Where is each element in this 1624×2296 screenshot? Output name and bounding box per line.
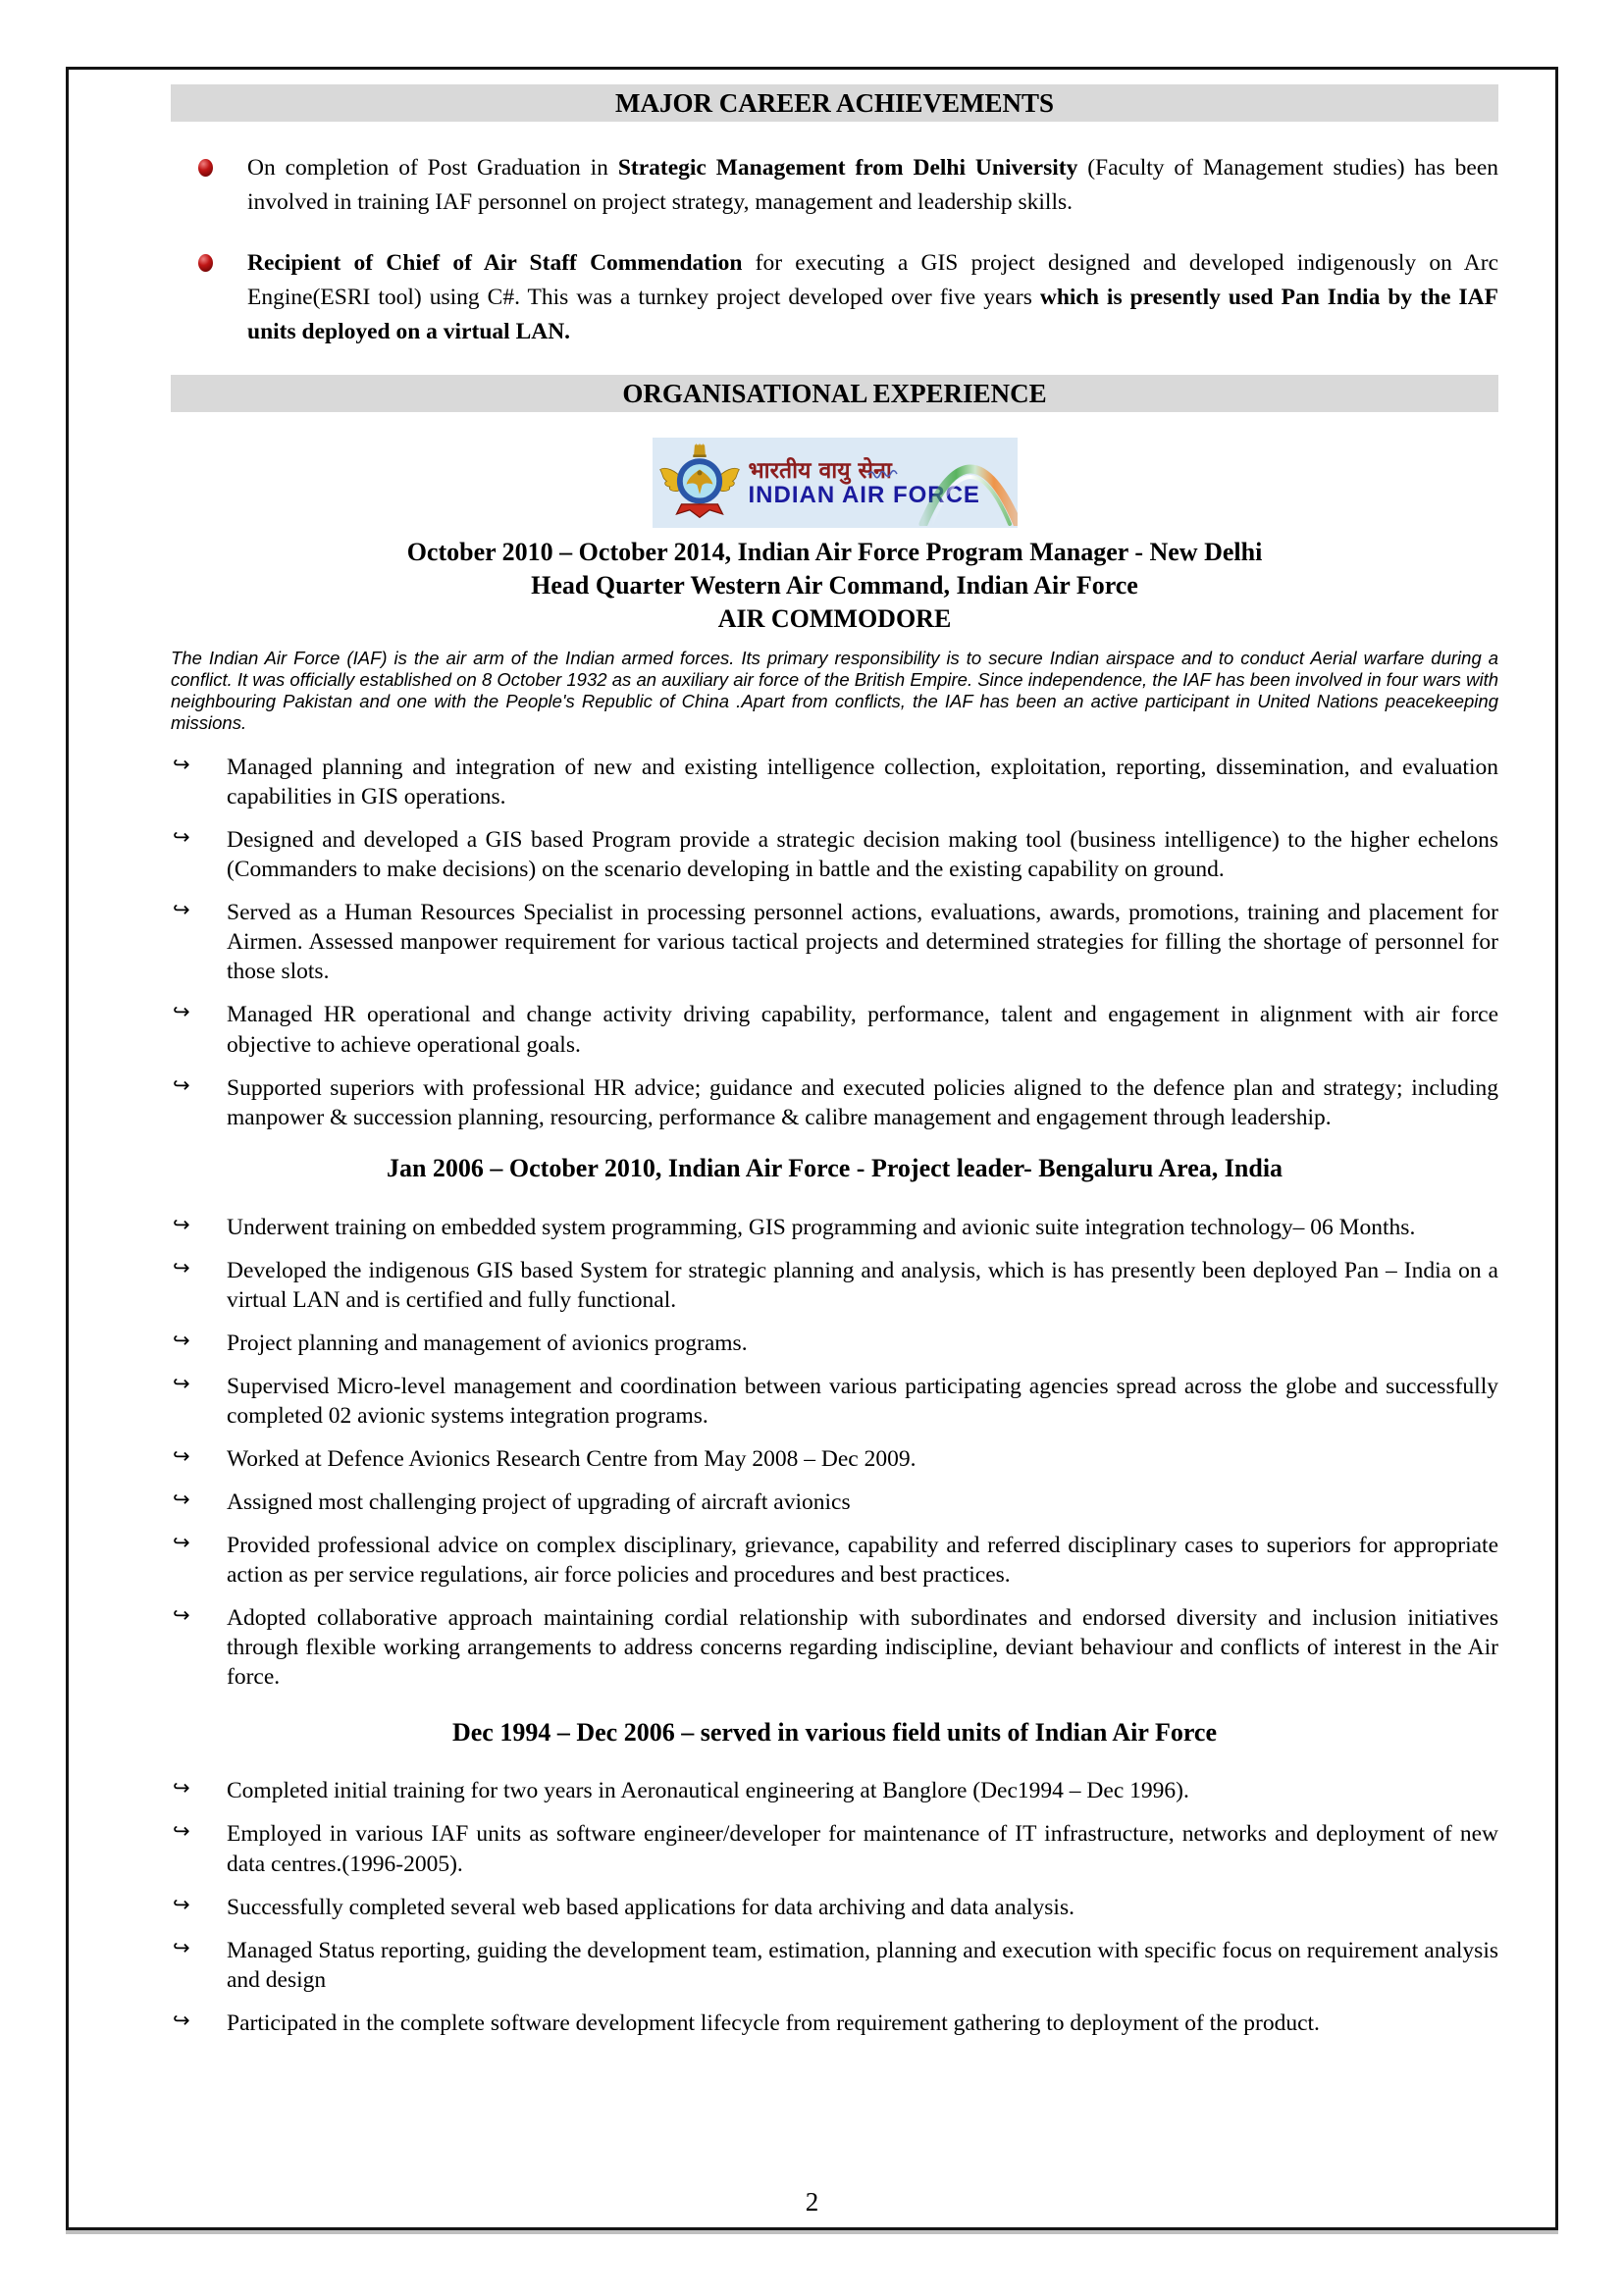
arrow-bullet-icon: ↪ (173, 898, 190, 922)
list-item-text: Underwent training on embedded system programming, GIS programming and avionic suite integration technology– 06 Months. (227, 1214, 1416, 1240)
arrow-bullet-icon: ↪ (173, 1444, 190, 1469)
role3-heading-line1: Dec 1994 – Dec 2006 – served in various field units of Indian Air Force (451, 1717, 1217, 1747)
list-item-text: Managed Status reporting, guiding the development team, estimation, planning and execution with specific focus on requirement analysis and design (227, 1937, 1498, 1993)
list-item (171, 1213, 1498, 1242)
arrow-bullet-icon: ↪ (173, 825, 190, 850)
list-item-text: Served as a Human Resources Specialist in processing personnel actions, evaluations, awards, promotions, training and placement for Airmen. Assessed manpower requirement for various tactical projects and determined strategies for filling the shortage of personnel for those slots. (227, 900, 1498, 985)
arrow-bullet-icon: ↪ (173, 1487, 190, 1512)
list-item-text: Recipient of Chief of Air Staff Commendation for executing a GIS project designed and developed indigenously on Arc Engine(ESRI tool) using C#. This was a turnkey project developed over five years which is presently used Pan India by the IAF units deployed on a virtual LAN. (247, 249, 1498, 344)
list-item-text: Supported superiors with professional HR advice; guidance and executed policies aligned to the defence plan and strategy; including manpower & succession planning, resourcing, performance & calibre management and engagement through leadership. (227, 1074, 1498, 1130)
arrow-bullet-icon: ↪ (173, 1371, 190, 1395)
list-item-text: Adopted collaborative approach maintaining cordial relationship with subordinates and endorsed diversity and inclusion initiatives through flexible working arrangements to address concerns regarding indiscipline, deviant behaviour and conflicts of interest in the Air force. (227, 1605, 1498, 1691)
role2-heading-line1: Jan 2006 – October 2010, Indian Air Force - Project leader- Bengaluru Area, India (386, 1153, 1283, 1182)
list-item-text: Project planning and management of avionics programs. (227, 1330, 748, 1356)
list-item-text: Designed and developed a GIS based Program provide a strategic decision making tool (business intelligence) to the higher echelons (Commanders to make decisions) on the scenario developing in battle and the existing capability on ground. (227, 827, 1498, 883)
role2-heading (171, 1152, 1498, 1185)
page-number: 2 (805, 2187, 819, 2217)
list-item (171, 1073, 1498, 1132)
resume-page (66, 67, 1558, 2230)
signature-scribble-icon (866, 465, 902, 481)
list-item-text: Managed planning and integration of new and existing intelligence collection, exploitation, reporting, dissemination, and evaluation capabilities in GIS operations. (227, 754, 1498, 809)
arrow-bullet-icon: ↪ (173, 1819, 190, 1844)
arrow-bullet-icon: ↪ (173, 1328, 190, 1352)
list-item-text: Successfully completed several web based applications for data archiving and data analysis. (227, 1894, 1074, 1920)
section-header-organisational-experience (171, 375, 1498, 412)
arrow-bullet-icon: ↪ (173, 1531, 190, 1555)
indian-air-force-logo (653, 438, 1018, 528)
role1-bullet-list (171, 753, 1498, 1132)
page-content (69, 70, 1555, 2038)
list-item (171, 898, 1498, 986)
red-sphere-bullet-icon (198, 254, 213, 272)
arrow-bullet-icon: ↪ (173, 2008, 190, 2032)
iaf-emblem-icon (658, 442, 741, 524)
list-item (171, 1372, 1498, 1431)
arrow-bullet-icon: ↪ (173, 1072, 190, 1097)
list-item (171, 753, 1498, 811)
list-item (171, 1329, 1498, 1358)
logo-container (171, 438, 1498, 528)
arrow-bullet-icon: ↪ (173, 1212, 190, 1236)
section-title: ORGANISATIONAL EXPERIENCE (622, 378, 1047, 408)
list-item (171, 1444, 1498, 1474)
list-item (171, 825, 1498, 884)
arrow-bullet-icon: ↪ (173, 1935, 190, 1959)
achievements-list (171, 151, 1498, 349)
list-item (171, 1531, 1498, 1590)
arrow-bullet-icon: ↪ (173, 1000, 190, 1024)
list-item (171, 1256, 1498, 1315)
logo-hindi-text: भारतीय वायु सेना (748, 457, 892, 484)
list-item (171, 246, 1498, 350)
section-title: MAJOR CAREER ACHIEVEMENTS (614, 87, 1055, 118)
arrow-bullet-icon: ↪ (173, 1255, 190, 1279)
section-header-major-career-achievements (171, 84, 1498, 122)
list-item-text: Assigned most challenging project of upgrading of aircraft avionics (227, 1489, 851, 1516)
list-item (171, 151, 1498, 221)
list-item-text: Employed in various IAF units as software engineer/developer for maintenance of IT infrastructure, networks and deployment of new data centres.(1996-2005). (227, 1821, 1498, 1877)
role1-heading (171, 536, 1498, 635)
list-item (171, 1603, 1498, 1692)
arrow-bullet-icon: ↪ (173, 1603, 190, 1628)
arrow-bullet-icon: ↪ (173, 1776, 190, 1800)
role1-heading-line1: October 2010 – October 2014, Indian Air Force Program Manager - New Delhi (406, 538, 1263, 567)
list-item-text: Completed initial training for two years in Aeronautical engineering at Banglore (Dec1994 – Dec 1996). (227, 1778, 1189, 1804)
role2-bullet-list (171, 1213, 1498, 1693)
iaf-intro-paragraph: The Indian Air Force (IAF) is the air arm of the Indian armed forces. Its primary responsibility is to secure Indian airspace and to conduct Aerial warfare during a conflict. It was officially established on 8 October 1932 as an auxiliary air force of the British Empire. Since independence, the IAF has been involved in four wars with neighbouring Pakistan and one with the People's Republic of China .Apart from conflicts, the IAF has been an active participant in United Nations peacekeeping missions. (171, 647, 1498, 734)
list-item (171, 1487, 1498, 1517)
logo-english-text: INDIAN AIR FORCE (748, 481, 980, 508)
role3-bullet-list (171, 1776, 1498, 2038)
list-item-text: Managed HR operational and change activity driving capability, performance, talent and engagement in alignment with air force objective to achieve operational goals. (227, 1002, 1498, 1058)
list-item-text: Developed the indigenous GIS based System for strategic planning and analysis, which is has presently been deployed Pan – India on a virtual LAN and is certified and fully functional. (227, 1257, 1498, 1313)
red-sphere-bullet-icon (198, 159, 213, 177)
list-item (171, 1819, 1498, 1878)
list-item (171, 1936, 1498, 1995)
list-item-text: Worked at Defence Avionics Research Centre from May 2008 – Dec 2009. (227, 1446, 917, 1473)
list-item-text: Supervised Micro-level management and coordination between various participating agencies spread across the globe and successfully completed 02 avionic systems integration programs. (227, 1373, 1498, 1429)
role1-heading-line2: Head Quarter Western Air Command, Indian Air Force (531, 571, 1138, 600)
role3-heading (171, 1716, 1498, 1749)
list-item-text: Participated in the complete software development lifecycle from requirement gathering to deployment of the product. (227, 2009, 1320, 2036)
arrow-bullet-icon: ↪ (173, 1892, 190, 1916)
tricolor-arc-icon (917, 440, 1018, 526)
list-item (171, 1776, 1498, 1805)
role1-heading-line3: AIR COMMODORE (717, 603, 952, 633)
list-item (171, 2009, 1498, 2038)
list-item-text: Provided professional advice on complex disciplinary, grievance, capability and referred disciplinary cases to superiors for appropriate action as per service regulations, air force policies and procedures and best practices. (227, 1533, 1498, 1589)
list-item (171, 1893, 1498, 1922)
list-item (171, 1000, 1498, 1059)
arrow-bullet-icon: ↪ (173, 752, 190, 776)
list-item-text: On completion of Post Graduation in Strategic Management from Delhi University (Faculty of Management studies) has been involved in training IAF personnel on project strategy, management and leadership skills. (247, 155, 1498, 216)
